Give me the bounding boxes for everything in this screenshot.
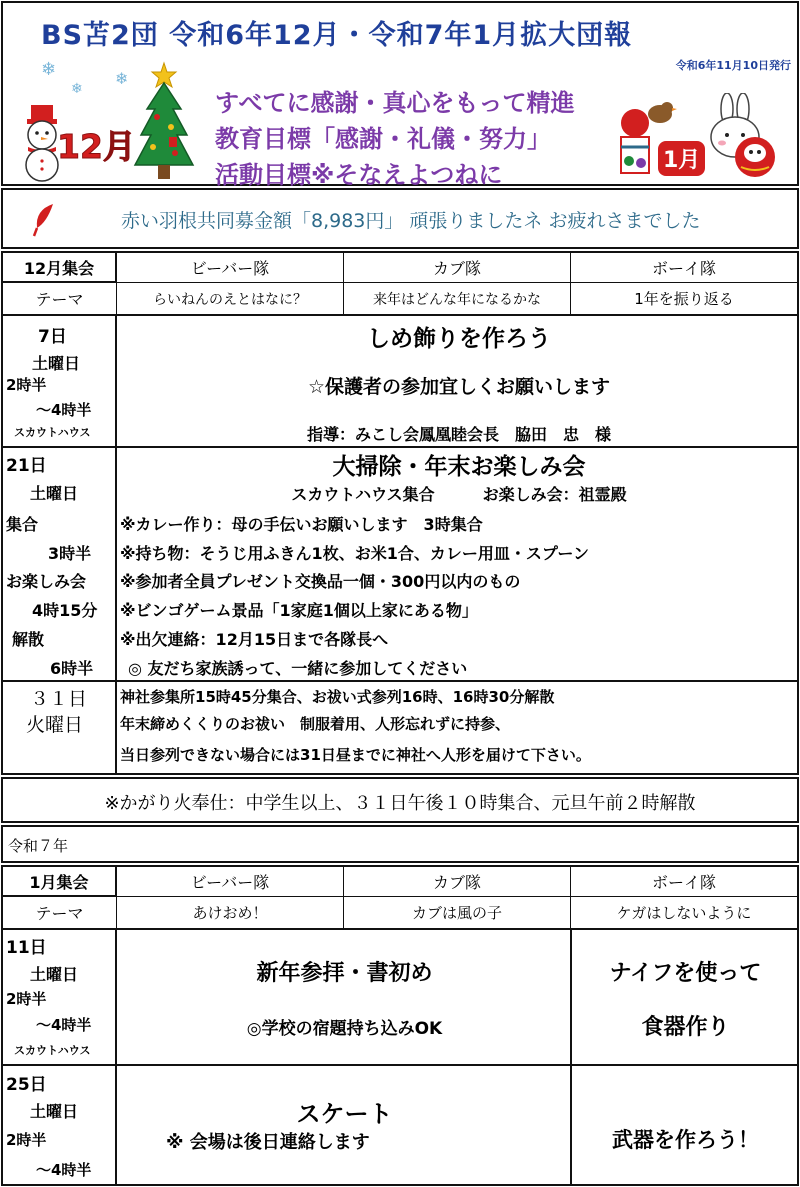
reiwa7-box: [1, 825, 799, 863]
dec21-item: ※出欠連絡：12月15日まで各隊長へ: [120, 630, 389, 649]
dec21-title: 大掃除・年末お楽しみ会: [332, 454, 586, 480]
row-divider: [1, 680, 799, 682]
daruma-icon: [731, 131, 779, 179]
dec7-note: ☆保護者の参加宜しくお願いします: [307, 376, 611, 398]
dec7-title: しめ飾りを作ろう: [367, 326, 551, 352]
jan11-title: 新年参拝・書初め: [256, 961, 433, 986]
jan11-boy-line2: 食器作り: [641, 1015, 730, 1040]
dec7-weekday: 土曜日: [32, 354, 81, 373]
dec21-weekday: 土曜日: [30, 484, 79, 503]
dec7-guide: 指導：みこし会鳳凰睦会長 脇田 忠 様: [306, 425, 611, 444]
dec7-start: 2時半: [6, 376, 47, 394]
jan-header-label: 1月集会: [1, 865, 117, 897]
dec-theme-cub: 来年はどんな年になるかな: [343, 282, 571, 316]
dec21-date: 21日: [6, 456, 47, 476]
dec31-weekday: 火曜日: [26, 714, 84, 736]
jan-date-col-divider: [115, 930, 117, 1186]
motto: すべてに感謝・真心をもって精進: [215, 89, 575, 117]
reiwa7-label: 令和７年: [8, 837, 69, 855]
christmas-tree-icon: [133, 61, 195, 183]
jan11-date: 11日: [6, 938, 47, 958]
jan25-weekday: 土曜日: [30, 1102, 79, 1121]
dec-header-beaver: ビーバー隊: [116, 251, 344, 283]
dec-header-cub: カブ隊: [343, 251, 571, 283]
row-divider: [1, 1064, 799, 1066]
issue-date: 令和6年11月10日発行: [675, 59, 791, 72]
activity-goal: 活動目標※そなえよつねに: [215, 161, 503, 189]
dec-theme-boy: 1年を振り返る: [570, 282, 799, 316]
dec21-party-time: 4時15分: [32, 601, 98, 620]
bird-icon: [643, 97, 677, 127]
donation-text: 赤い羽根共同募金額「8,983円」 頑張りましたネ お疲れさまでした: [121, 210, 701, 232]
donation-banner: [1, 188, 799, 249]
dec21-item: ※ビンゴゲーム景品「1家庭1個以上家にある物」: [120, 601, 478, 620]
december-badge: 12月: [57, 127, 136, 166]
jan25-date: 25日: [6, 1075, 47, 1095]
dec7-place: スカウトハウス: [14, 426, 91, 439]
header-box: [1, 1, 799, 189]
dec21-item: ※持ち物：そうじ用ふきん1枚、お米1合、カレー用皿・スプーン: [120, 544, 590, 563]
dec7-date: 7日: [38, 327, 67, 347]
red-feather-icon: [31, 202, 59, 238]
dec21-item: ※カレー作り：母の手伝いお願いします 3時集合: [120, 515, 483, 534]
dec21-gather-time: 3時半: [48, 544, 92, 563]
jan-theme-label: テーマ: [1, 896, 117, 930]
jan-theme-beaver: あけおめ！: [116, 896, 344, 930]
jan-header-beaver: ビーバー隊: [116, 865, 344, 897]
jan-theme-cub: カブは風の子: [343, 896, 571, 930]
jan25-note: ※ 会場は後日連絡します: [166, 1132, 370, 1153]
jan11-weekday: 土曜日: [30, 965, 79, 984]
dec21-party-label: お楽しみ会: [6, 572, 87, 591]
dec21-dismiss-label: 解散: [12, 630, 45, 649]
dec-theme-beaver: らいねんのえとはなに？: [116, 282, 344, 316]
january-badge: 1月: [658, 141, 705, 176]
dec21-dismiss-time: 6時半: [50, 659, 94, 678]
dec31-line: 当日参列できない場合には31日昼までに神社へ人形を届けて下さい。: [120, 746, 591, 764]
dec7-end: ～4時半: [36, 401, 92, 419]
dec-theme-label: テーマ: [1, 282, 117, 316]
dec21-item: ◎ 友だち家族誘って、一緒に参加してください: [128, 659, 468, 678]
dec-date-col-divider: [115, 316, 117, 775]
education-goal: 教育目標「感謝・礼儀・努力」: [215, 125, 551, 153]
dec-header-boy: ボーイ隊: [570, 251, 799, 283]
jan25-end: ～4時半: [36, 1161, 92, 1179]
snowflake-icon: ❄: [41, 59, 57, 80]
dec21-subtitle: スカウトハウス集合 お楽しみ会：祖霊殿: [291, 485, 627, 504]
jan11-end: ～4時半: [36, 1016, 92, 1034]
jan11-start: 2時半: [6, 990, 47, 1008]
jan11-place: スカウトハウス: [14, 1044, 91, 1057]
dec-header-label: 12月集会: [1, 251, 117, 283]
snowflake-icon: ❄: [71, 81, 83, 97]
jan11-note: ◎学校の宿題持ち込みOK: [246, 1019, 443, 1039]
dec31-line: 神社参集所15時45分集合、お祓い式参列16時、16時30分解散: [120, 688, 555, 706]
jan25-title: スケート: [296, 1100, 393, 1128]
jan11-boy-line1: ナイフを使って: [609, 961, 762, 986]
page-title: BS苫2団 令和6年12月・令和7年1月拡大団報: [41, 20, 633, 51]
dec31-line: 年末締めくくりのお祓い 制服着用、人形忘れずに持参、: [120, 715, 511, 733]
jan-header-boy: ボーイ隊: [570, 865, 799, 897]
dec31-date: ３１日: [30, 688, 88, 710]
bonfire-notice: ※かがり火奉仕：中学生以上、３１日午後１０時集合、元旦午前２時解散: [104, 793, 696, 814]
snowflake-icon: ❄: [115, 69, 129, 88]
jan-theme-boy: ケガはしないように: [570, 896, 799, 930]
jan-header-cub: カブ隊: [343, 865, 571, 897]
dec21-item: ※参加者全員プレゼント交換品一個・300円以内のもの: [120, 572, 521, 591]
jan25-boy: 武器を作ろう！: [612, 1128, 759, 1152]
jan25-start: 2時半: [6, 1131, 47, 1149]
dec21-gather-label: 集合: [6, 515, 39, 534]
